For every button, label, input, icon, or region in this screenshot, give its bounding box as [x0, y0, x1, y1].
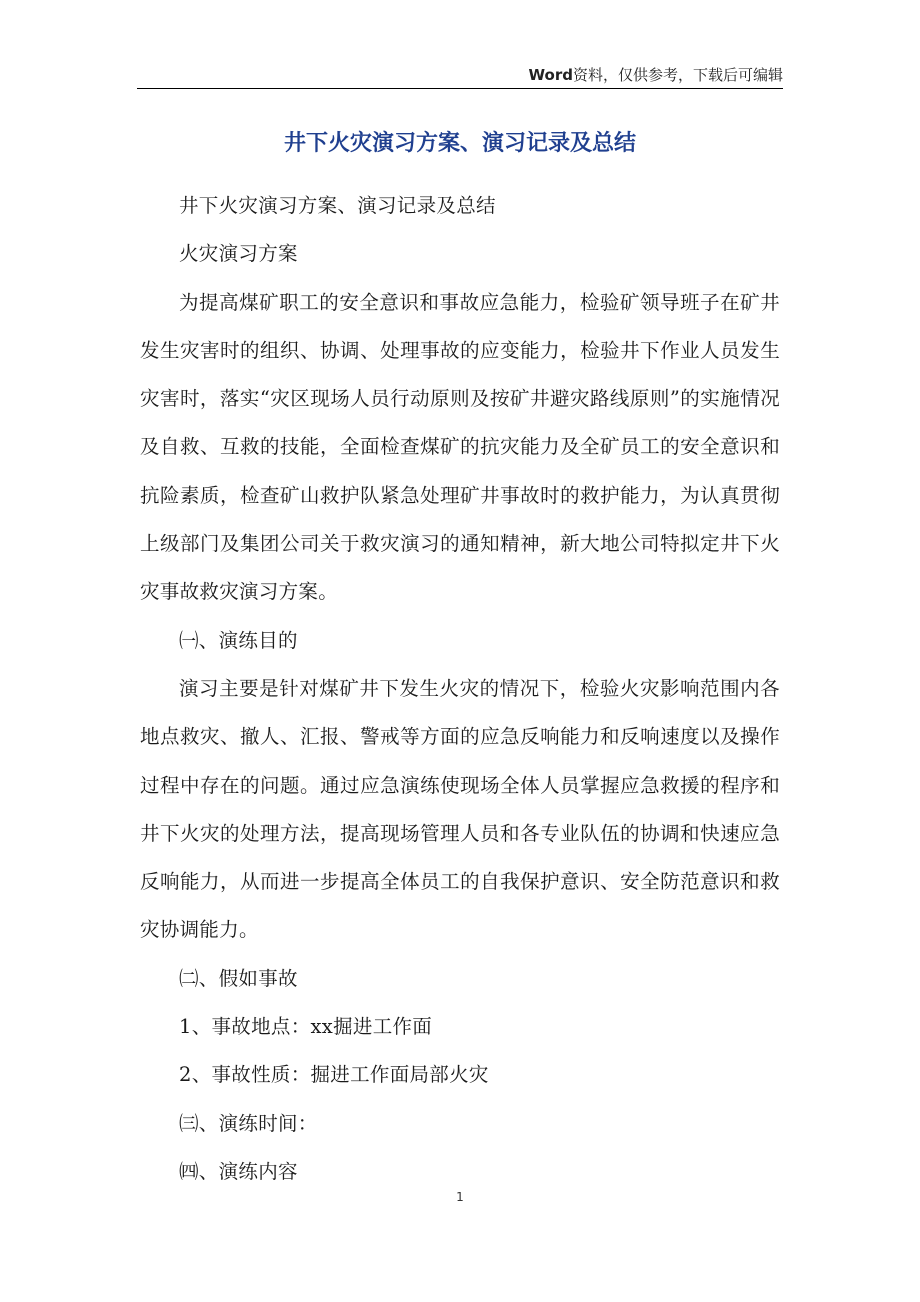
document-title: 井下火灾演习方案、演习记录及总结: [283, 131, 636, 156]
paragraph-heading-purpose: ㈠、演练目的: [179, 628, 298, 652]
page-header: [137, 62, 783, 89]
header-word: Word: [528, 66, 573, 84]
header-note: 资料，仅供参考，下载后可编辑: [572, 66, 783, 84]
paragraph-heading-content: ㈣、演练内容: [179, 1159, 298, 1183]
paragraph-heading-scenario: ㈡、假如事故: [179, 966, 298, 990]
paragraph-scenario-nature: 2、事故性质：掘进工作面局部火灾: [179, 1063, 489, 1087]
paragraph-heading-time: ㈢、演练时间：: [179, 1111, 318, 1135]
page-number: 1: [456, 1190, 464, 1204]
paragraph-section-heading: 火灾演习方案: [179, 242, 298, 266]
document-body: [140, 182, 780, 1196]
paragraph-scenario-location: 1、事故地点：xx掘进工作面: [179, 1015, 433, 1039]
paragraph-intro: 为提高煤矿职工的安全意识和事故应急能力，检验矿领导班子在矿井发生灾害时的组织、协调、处理事故的应变能力，检验井下作业人员发生灾害时，落实“灾区现场人员行动原则及按矿井避灾路线原则”的实施情况及自救、互救的技能，全面检查煤矿的抗灾能力及全矿员工的安全意识和抗险素质，检查矿山救护队紧急处理矿井事故时的救护能力，为认真贯彻上级部门及集团公司关于救灾演习的通知精神，新大地公司特拟定井下火灾事故救灾演习方案。: [140, 290, 780, 604]
paragraph-subtitle: 井下火灾演习方案、演习记录及总结: [179, 194, 496, 217]
paragraph-purpose: 演习主要是针对煤矿井下发生火灾的情况下，检验火灾影响范围内各地点救灾、撤人、汇报、警戒等方面的应急反响能力和反响速度以及操作过程中存在的问题。通过应急演练使现场全体人员掌握应急救援的程序和井下火灾的处理方法，提高现场管理人员和各专业队伍的协调和快速应急反响能力，从而进一步提高全体员工的自我保护意识、安全防范意识和救灾协调能力。: [140, 676, 780, 942]
